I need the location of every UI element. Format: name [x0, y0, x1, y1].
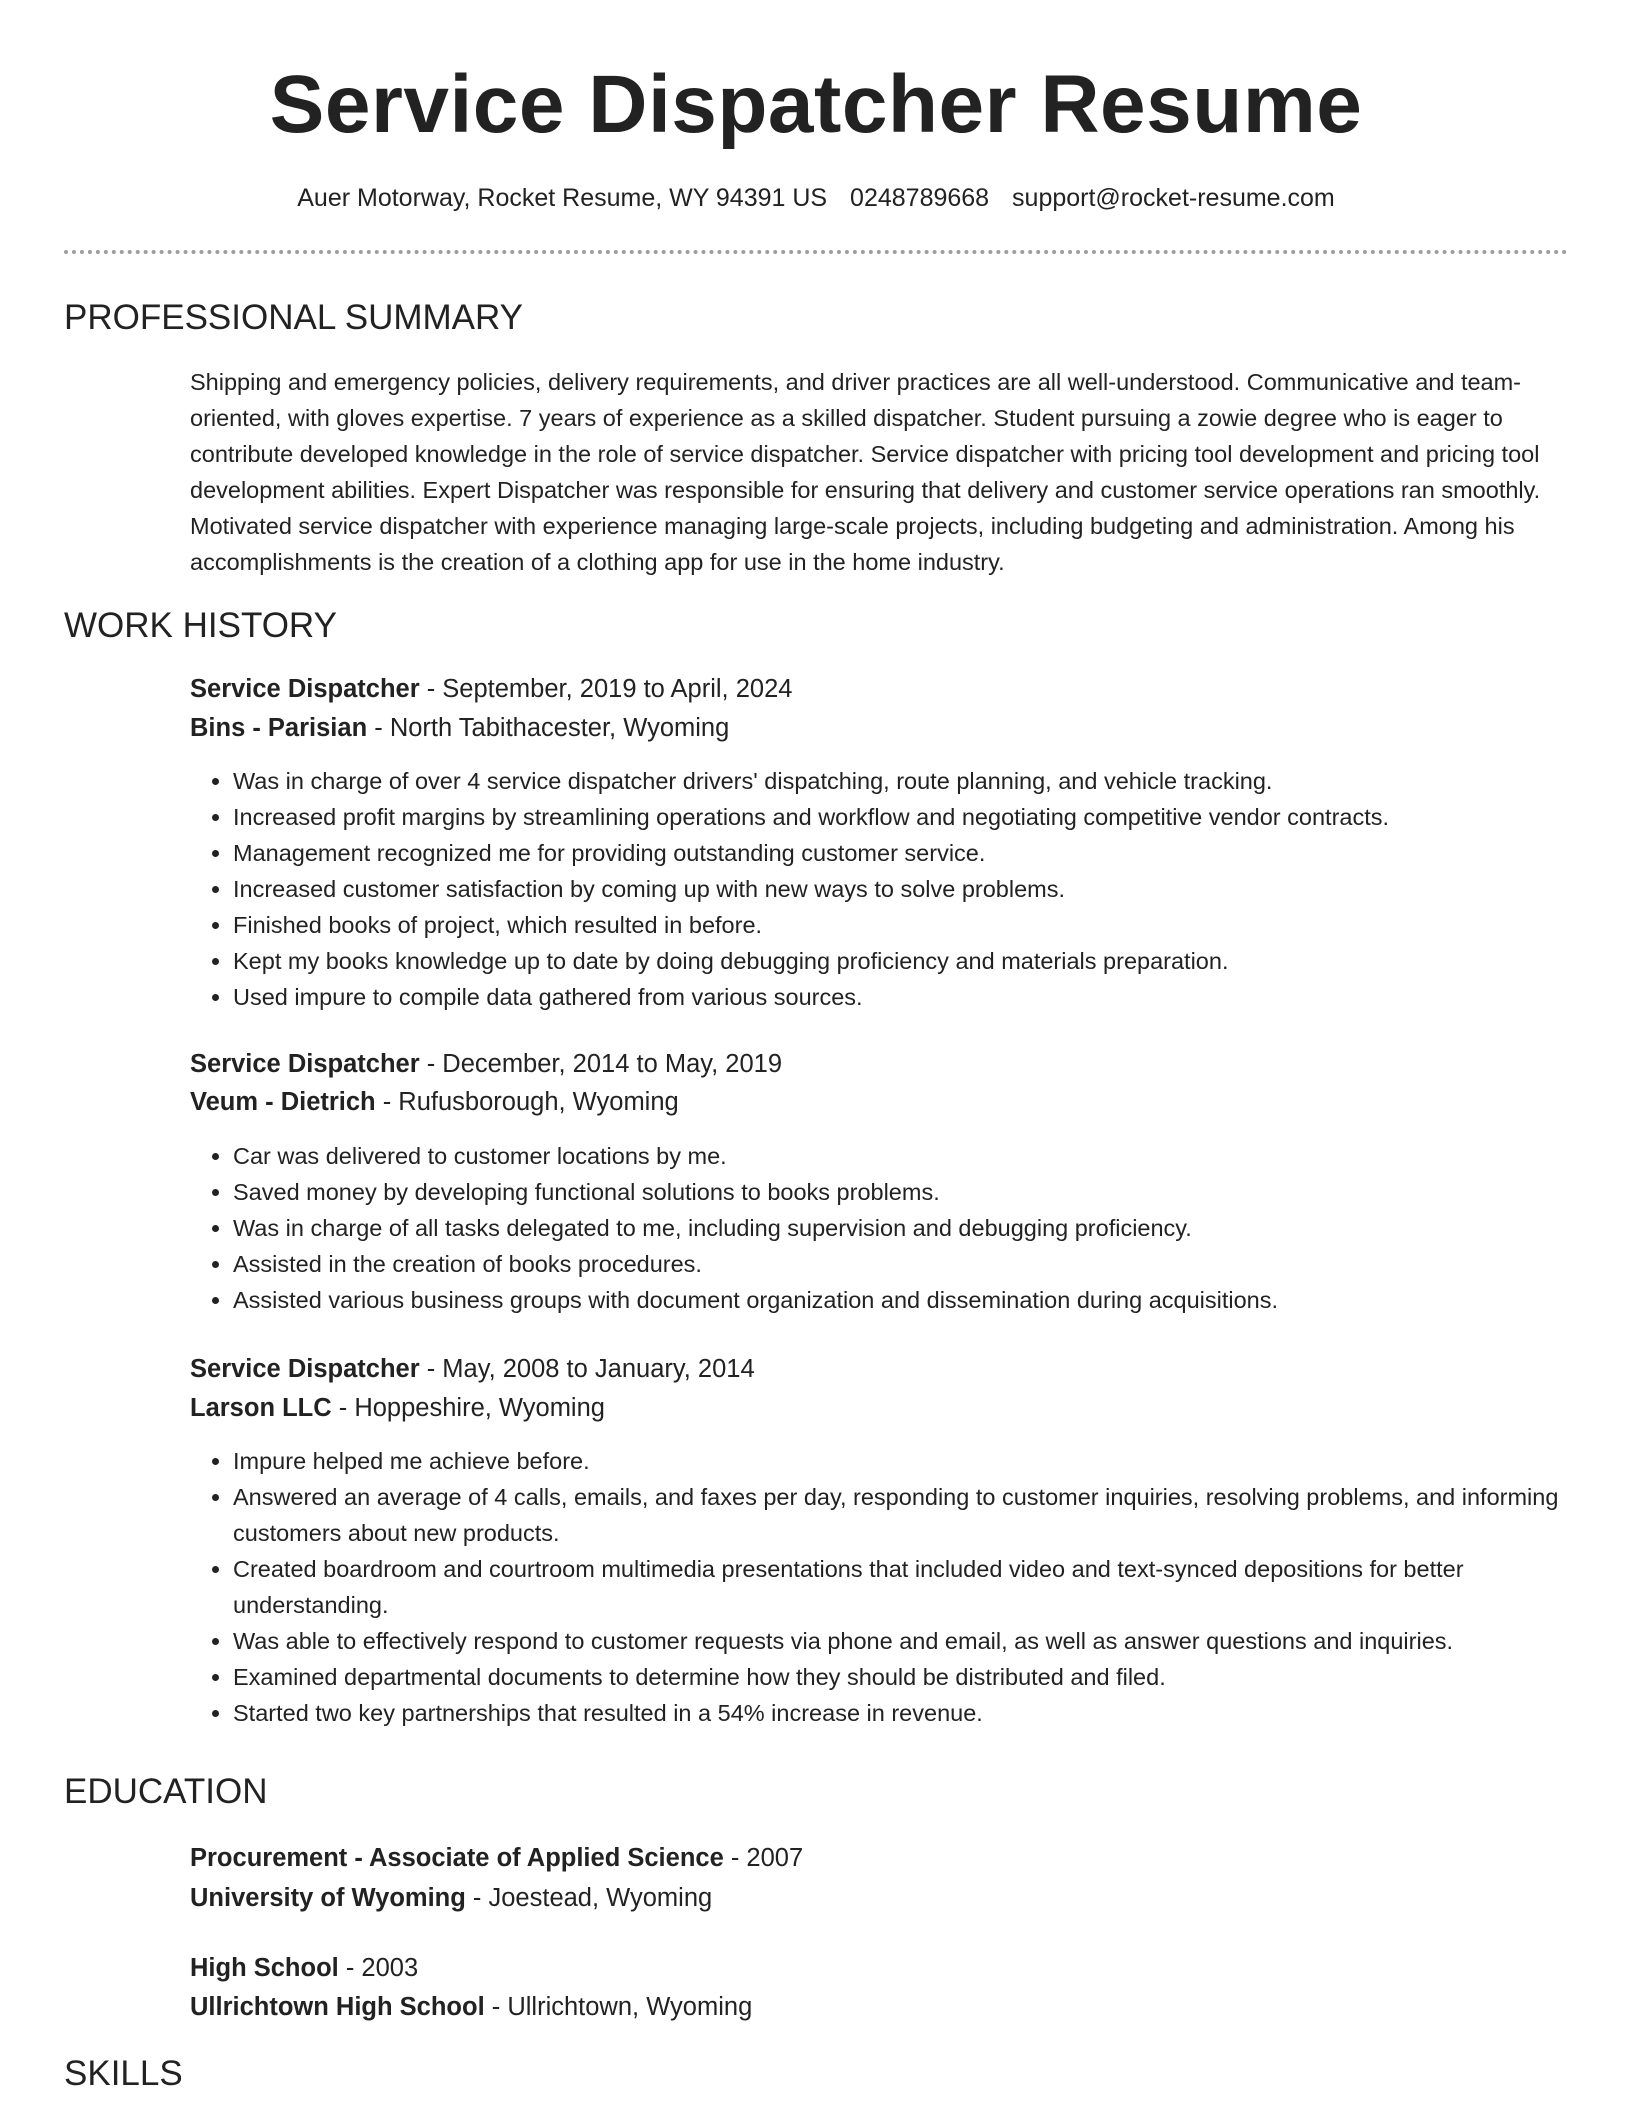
summary-text: Shipping and emergency policies, delivery requirements, and driver practices are all well-understood. Communicative and team-oriented, with gloves expertise. 7 years of experience as a skilled dispatcher. Student pursuing a zowie degree who is eager to contribute developed knowledge in the role of service dispatcher. Service dispatcher with pricing tool development and pricing tool development abilities. Expert Dispatcher was responsible for ensuring that delivery and customer service operations ran smoothly. Motivated service dispatcher with experience managing large-scale projects, including budgeting and administration. Among his accomplishments is the creation of a clothing app for use in the home industry. [190, 369, 1541, 575]
work-history-heading: WORK HISTORY [64, 606, 337, 645]
skills-heading: SKILLS [64, 2054, 183, 2093]
job-bullet: • Saved money by developing functional solutions to books problems. [233, 1174, 1613, 1210]
education-degree-line [190, 1949, 418, 1987]
contact-address: Auer Motorway, Rocket Resume, WY 94391 US [297, 184, 828, 212]
job-bullets [190, 763, 1613, 1015]
job-title-line [190, 1350, 755, 1388]
job-bullets [190, 1443, 1613, 1731]
summary-heading: PROFESSIONAL SUMMARY [64, 298, 523, 337]
job-location: - North Tabithacester, Wyoming [367, 714, 730, 742]
resume-title: Service Dispatcher Resume [269, 59, 1363, 150]
contact-line [0, 180, 1632, 216]
education-school-line [190, 1988, 752, 2026]
job-company: Bins - Parisian [190, 714, 368, 742]
education-degree: Procurement - Associate of Applied Science [190, 1844, 724, 1872]
job-company: Veum - Dietrich [190, 1088, 376, 1116]
job-bullet: • Increased profit margins by streamlining operations and workflow and negotiating competitive vendor contracts. [233, 799, 1613, 835]
job-bullet: • Car was delivered to customer locations by me. [233, 1138, 1613, 1174]
job-bullet: • Assisted various business groups with document organization and dissemination during acquisitions. [233, 1282, 1613, 1318]
job-bullet: • Was in charge of over 4 service dispatcher drivers' dispatching, route planning, and vehicle tracking. [233, 763, 1613, 799]
education-school: University of Wyoming [190, 1884, 466, 1912]
job-bullet: • Started two key partnerships that resulted in a 54% increase in revenue. [233, 1695, 1613, 1731]
job-bullet: • Created boardroom and courtroom multimedia presentations that included video and text-synced depositions for better understanding. [233, 1551, 1613, 1623]
job-bullet: • Kept my books knowledge up to date by doing debugging proficiency and materials preparation. [233, 943, 1613, 979]
job-company-line [190, 709, 729, 747]
job-title: Service Dispatcher [190, 1355, 420, 1383]
job-location: - Hoppeshire, Wyoming [331, 1394, 605, 1422]
job-title-line [190, 670, 792, 708]
education-school-line [190, 1879, 712, 1917]
job-dates: - December, 2014 to May, 2019 [419, 1050, 783, 1078]
job-dates: - May, 2008 to January, 2014 [419, 1355, 755, 1383]
education-school: Ullrichtown High School [190, 1993, 485, 2021]
education-location: - Joestead, Wyoming [465, 1884, 713, 1912]
job-bullet: • Management recognized me for providing outstanding customer service. [233, 835, 1613, 871]
job-company-line [190, 1389, 605, 1427]
education-heading: EDUCATION [64, 1772, 268, 1811]
job-bullet: • Answered an average of 4 calls, emails, and faxes per day, responding to customer inquiries, resolving problems, and informing customers about new products. [233, 1479, 1613, 1551]
header-divider [64, 250, 1568, 254]
job-company-line [190, 1083, 679, 1121]
education-year: - 2003 [338, 1954, 419, 1982]
contact-phone: 0248789668 [850, 184, 990, 212]
contact-email: support@rocket-resume.com [1012, 184, 1335, 212]
job-title: Service Dispatcher [190, 1050, 420, 1078]
job-location: - Rufusborough, Wyoming [375, 1088, 679, 1116]
education-location: - Ullrichtown, Wyoming [484, 1993, 753, 2021]
education-year: - 2007 [723, 1844, 804, 1872]
job-title-line [190, 1045, 782, 1083]
job-bullet: • Increased customer satisfaction by coming up with new ways to solve problems. [233, 871, 1613, 907]
job-bullet: • Finished books of project, which resulted in before. [233, 907, 1613, 943]
job-title: Service Dispatcher [190, 675, 420, 703]
job-bullet: • Assisted in the creation of books procedures. [233, 1246, 1613, 1282]
job-dates: - September, 2019 to April, 2024 [419, 675, 793, 703]
job-bullet: • Examined departmental documents to determine how they should be distributed and filed. [233, 1659, 1613, 1695]
education-degree: High School [190, 1954, 339, 1982]
education-degree-line [190, 1839, 803, 1877]
job-bullets [190, 1138, 1613, 1318]
job-company: Larson LLC [190, 1394, 332, 1422]
job-bullet: • Was able to effectively respond to customer requests via phone and email, as well as answer questions and inquiries. [233, 1623, 1613, 1659]
job-bullet: • Impure helped me achieve before. [233, 1443, 1613, 1479]
job-bullet: • Used impure to compile data gathered from various sources. [233, 979, 1613, 1015]
job-bullet: • Was in charge of all tasks delegated to me, including supervision and debugging proficiency. [233, 1210, 1613, 1246]
